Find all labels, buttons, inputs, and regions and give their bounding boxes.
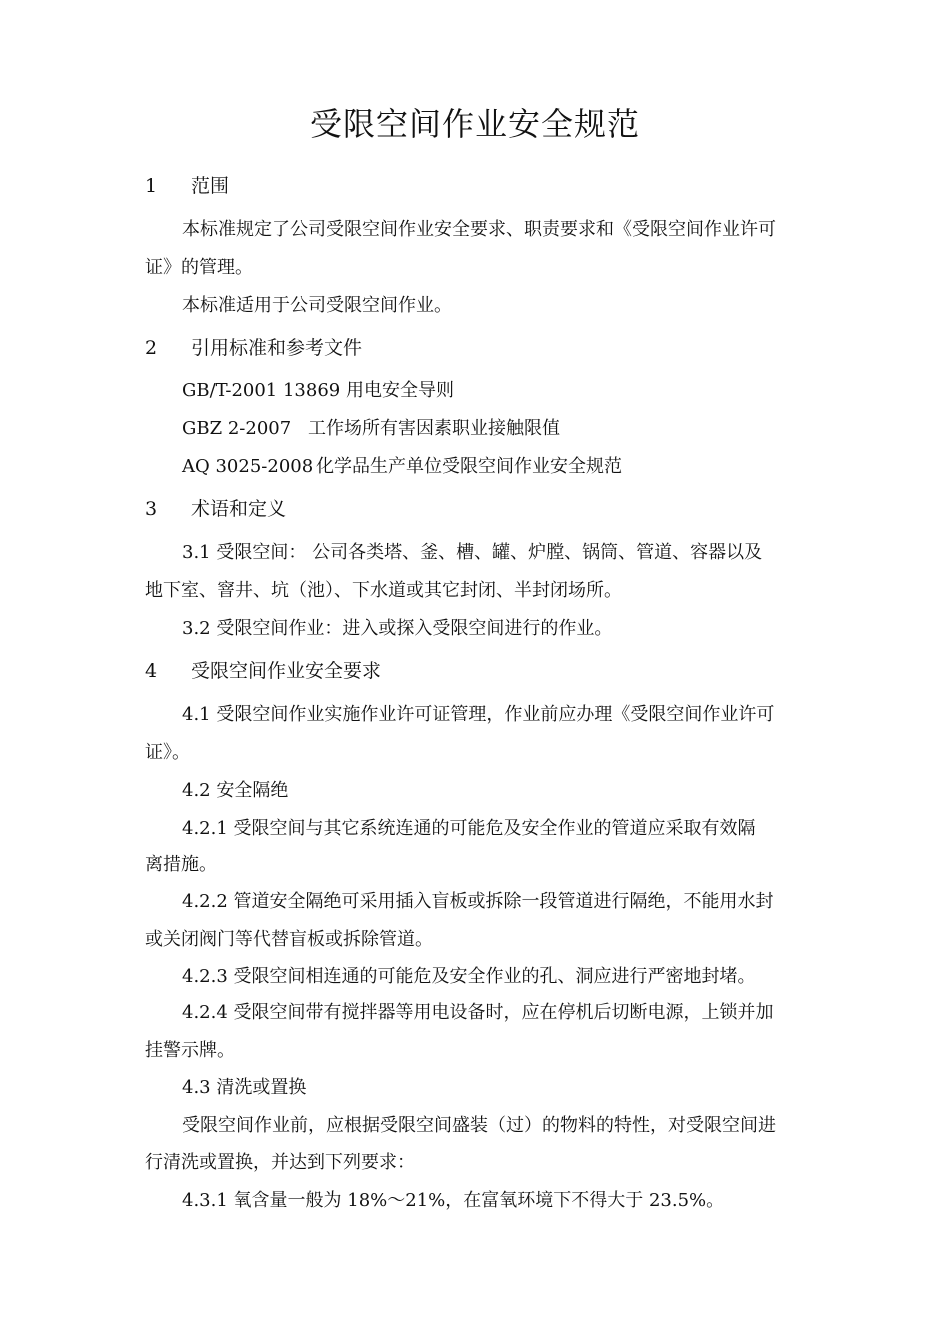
reference-code: AQ 3025-2008: [182, 456, 314, 477]
section-heading-1: [145, 171, 229, 201]
reference-title: 用电安全导则: [346, 380, 454, 401]
section-title: 范围: [191, 175, 230, 197]
reference-title: 化学品生产单位受限空间作业安全规范: [316, 456, 622, 477]
section-number: 4: [145, 660, 158, 682]
reference-item: [182, 376, 454, 406]
paragraph-line: 离措施。: [145, 854, 217, 875]
paragraph-line: 证》。: [145, 742, 190, 763]
definition-line: 地下室、窨井、坑（池）、下水道或其它封闭、半封闭场所。: [145, 580, 622, 601]
paragraph-line: 行清洗或置换，并达到下列要求：: [145, 1152, 415, 1173]
subsection-title: 4.3 清洗或置换: [182, 1077, 307, 1098]
reference-item: [182, 452, 622, 482]
paragraph-line: 4.1 受限空间作业实施作业许可证管理，作业前应办理《受限空间作业许可: [182, 704, 775, 725]
paragraph-line: 受限空间作业前，应根据受限空间盛装（过）的物料的特性，对受限空间进: [182, 1115, 776, 1136]
section-heading-2: [145, 333, 362, 363]
reference-code: GB/T-2001 13869: [182, 380, 341, 401]
section-number: 1: [145, 175, 158, 197]
section-heading-4: [145, 656, 381, 686]
definition-line: 3.2 受限空间作业：进入或探入受限空间进行的作业。: [182, 618, 613, 639]
paragraph-line: 4.2.2 管道安全隔绝可采用插入盲板或拆除一段管道进行隔绝，不能用水封: [182, 891, 774, 912]
paragraph-line: 4.2.1 受限空间与其它系统连通的可能危及安全作业的管道应采取有效隔: [182, 818, 756, 839]
paragraph-line: 4.2.3 受限空间相连通的可能危及安全作业的孔、洞应进行严密地封堵。: [182, 966, 756, 987]
section-number: 2: [145, 337, 158, 359]
paragraph-line: 4.3.1 氧含量一般为 18%～21%，在富氧环境下不得大于 23.5%。: [182, 1190, 725, 1211]
definition-line: 3.1 受限空间： 公司各类塔、釜、槽、罐、炉膛、锅筒、管道、容器以及: [182, 542, 763, 563]
reference-code: GBZ 2-2007: [182, 418, 292, 439]
section-title: 术语和定义: [191, 498, 287, 520]
paragraph-line: 挂警示牌。: [145, 1040, 235, 1061]
paragraph-line: 4.2.4 受限空间带有搅拌器等用电设备时，应在停机后切断电源，上锁并加: [182, 1002, 774, 1023]
section-title: 受限空间作业安全要求: [191, 660, 382, 682]
document-title: 受限空间作业安全规范: [309, 105, 640, 143]
paragraph-line: 本标准规定了公司受限空间作业安全要求、职责要求和《受限空间作业许可: [182, 219, 776, 240]
subsection-title: 4.2 安全隔绝: [182, 780, 289, 801]
paragraph-line: 证》的管理。: [145, 257, 253, 278]
section-heading-3: [145, 494, 286, 524]
paragraph-line: 本标准适用于公司受限空间作业。: [182, 295, 452, 316]
section-number: 3: [145, 498, 158, 520]
reference-item: [182, 414, 560, 444]
reference-title: 工作场所有害因素职业接触限值: [308, 418, 560, 439]
paragraph-line: 或关闭阀门等代替盲板或拆除管道。: [145, 929, 433, 950]
section-title: 引用标准和参考文件: [191, 337, 363, 359]
